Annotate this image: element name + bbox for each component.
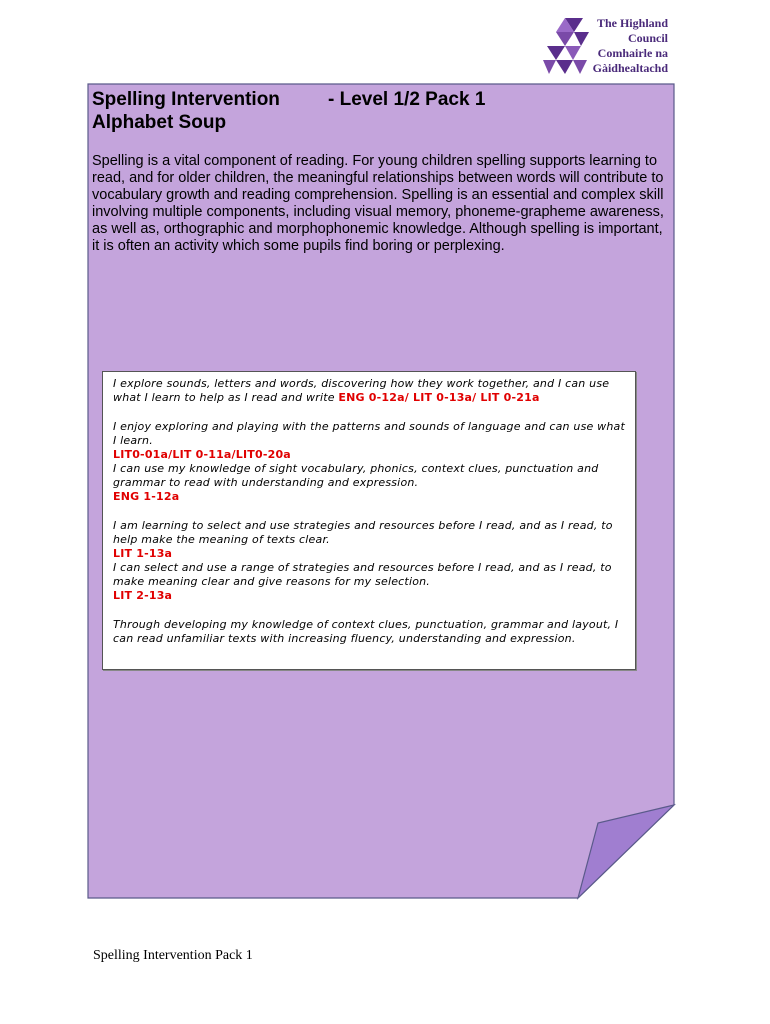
outcome-1 bbox=[113, 377, 625, 405]
outcome-3 bbox=[113, 462, 625, 504]
curriculum-outcomes-box bbox=[102, 371, 636, 670]
logo-line-3: Comhairle na bbox=[597, 46, 668, 60]
logo-line-4: Gàidhealtachd bbox=[592, 61, 668, 75]
outcome-6-text: Through developing my knowledge of context clues, punctuation, grammar and layout, I can read unfamiliar texts with increasing fluency, understanding and expression. bbox=[113, 618, 619, 645]
highland-council-logo bbox=[541, 16, 671, 78]
outcome-2 bbox=[113, 420, 625, 462]
outcome-4-code: LIT 1-13a bbox=[113, 547, 173, 560]
outcome-1-text: I explore sounds, letters and words, discovering how they work together, and I can use what I learn to help as I read and write bbox=[113, 377, 610, 404]
outcome-4-text: I am learning to select and use strategies and resources before I read, and as I read, to help make the meaning of texts clear. bbox=[113, 519, 613, 546]
page-footer: Spelling Intervention Pack 1 bbox=[93, 948, 253, 963]
page-title bbox=[92, 88, 486, 134]
outcome-5 bbox=[113, 561, 625, 603]
outcome-1-code: ENG 0-12a/ LIT 0-13a/ LIT 0-21a bbox=[338, 391, 540, 404]
outcome-3-text: I can use my knowledge of sight vocabulary, phonics, context clues, punctuation and grammar to read with understanding and expression. bbox=[113, 462, 599, 489]
logo-line-1: The Highland bbox=[596, 16, 668, 30]
outcome-2-text: I enjoy exploring and playing with the patterns and sounds of language and can use what I learn. bbox=[113, 420, 626, 447]
outcome-4 bbox=[113, 519, 625, 561]
title-main: Spelling Intervention bbox=[92, 89, 280, 110]
council-logo-icon bbox=[541, 16, 589, 78]
outcome-5-text: I can select and use a range of strategies and resources before I read, and as I read, to make meaning clear and give reasons for my selection. bbox=[113, 561, 612, 588]
council-name bbox=[593, 16, 668, 76]
intro-paragraph: Spelling is a vital component of reading. For young children spelling supports learning to read, and for older children, the meaningful relationships between words will contribute to vocabulary growth and reading comprehension. Spelling is an essential and complex skill involving multiple components, including visual memory, phoneme-grapheme awareness, as well as, orthographic and morphophonemic knowledge. Although spelling is important, it is often an activity which some pupils find boring or perplexing. bbox=[92, 153, 664, 254]
title-level: - Level 1/2 Pack 1 bbox=[328, 89, 486, 110]
logo-line-2: Council bbox=[627, 31, 668, 45]
title-subtitle: Alphabet Soup bbox=[92, 112, 227, 133]
outcome-6 bbox=[113, 618, 625, 646]
outcome-5-code: LIT 2-13a bbox=[113, 589, 173, 602]
outcome-3-code: ENG 1-12a bbox=[113, 490, 180, 503]
outcome-2-code: LIT0-01a/LIT 0-11a/LIT0-20a bbox=[113, 448, 291, 461]
